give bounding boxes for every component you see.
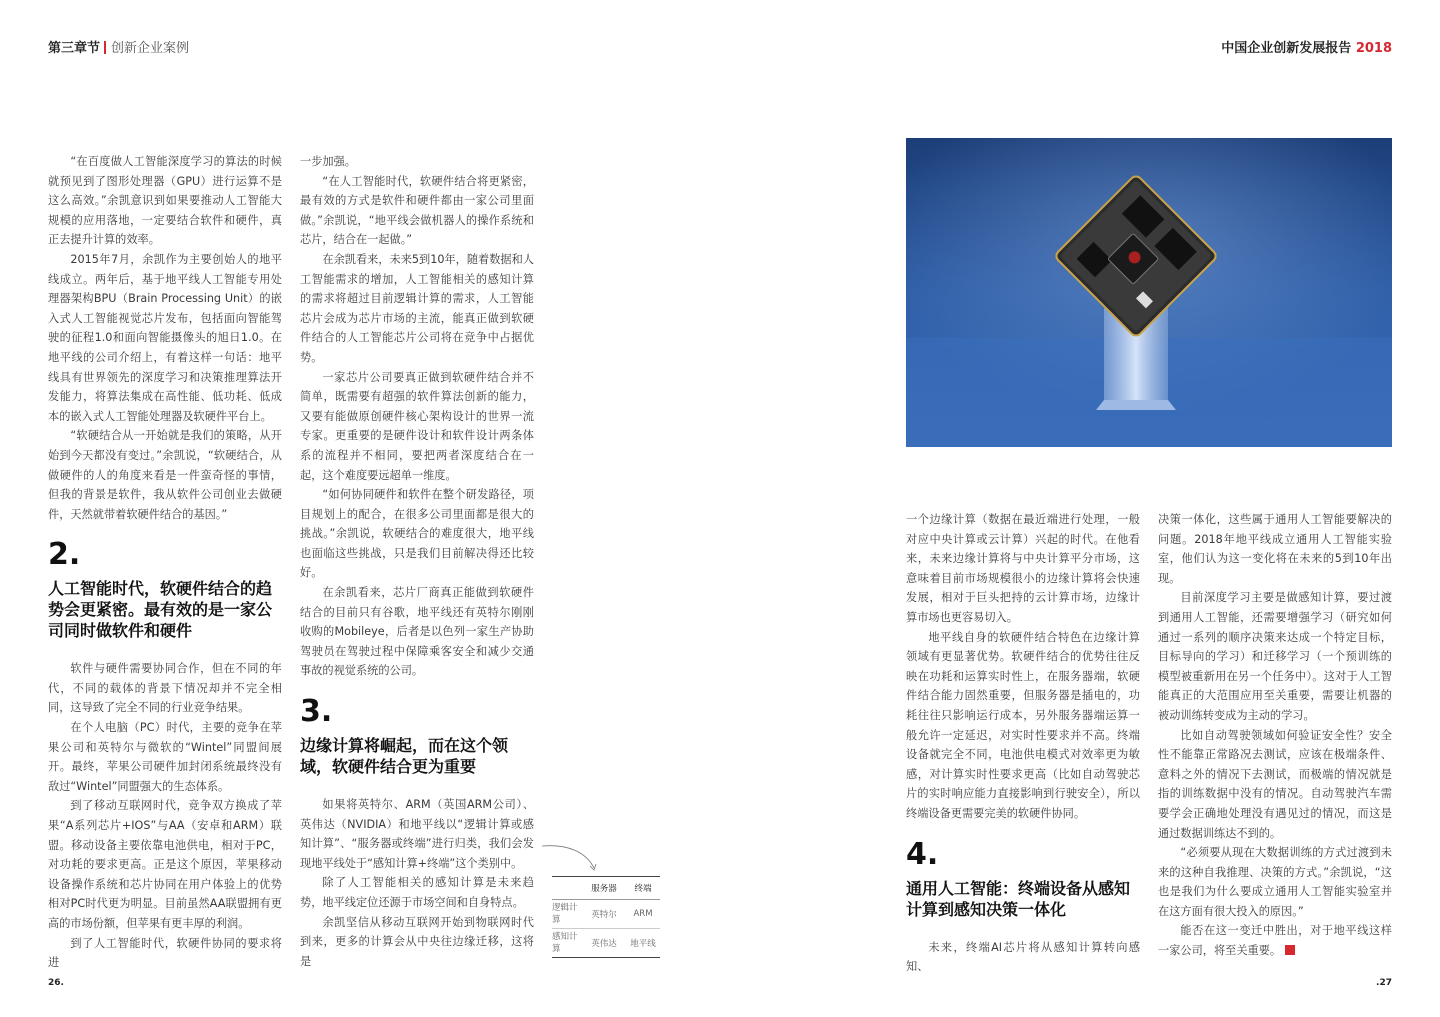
section-number-2: 2. xyxy=(48,537,81,573)
chip-photo xyxy=(906,138,1392,447)
running-header-left xyxy=(48,37,189,56)
report-title: 中国企业创新发展报告 xyxy=(1221,41,1352,56)
paragraph: “如何协同硬件和软件在整个研发路径，项目规划上的配合，在很多公司里面都是很大的挑战。”余凯说，软硬结合的难度很大，地平线也面临这些挑战，只是我们目前解决得还比较好。 xyxy=(300,488,534,580)
table-header-terminal: 终端 xyxy=(634,884,652,894)
paragraph: 在余凯看来，未来5到10年，随着数据和人工智能需求的增加，人工智能相关的感知计算的需求将超过目前逻辑计算的需求，人工智能芯片会成为芯片市场的主流，能真正做到软硬件结合的人工智能芯片公司将在竞争中占据优势。 xyxy=(300,252,534,364)
page-number-left: 26. xyxy=(48,978,64,988)
table-cell: 地平线 xyxy=(630,939,656,949)
paragraph: 在余凯看来，芯片厂商真正能做到软硬件结合的目前只有谷歌，地平线还有英特尔刚刚收购的Mobileye，后者是以色列一家生产协助驾驶员在驾驶过程中保障乘客安全和减少交通事故的视觉系统的公司。 xyxy=(300,586,534,678)
paragraph: 到了人工智能时代，软硬件协同的要求将进 xyxy=(48,936,282,970)
running-header-right xyxy=(1221,37,1392,56)
table-row xyxy=(552,900,660,929)
paragraph: 未来，终端AI芯片将从感知计算转向感知、 xyxy=(906,940,1140,974)
paragraph: “在百度做人工智能深度学习的算法的时候就预见到了图形处理器（GPU）进行运算不是这么高效。”余凯意识到如果要推动人工智能大规模的应用落地，一定要结合软件和硬件，真正去提升计算的效率。 xyxy=(48,155,282,247)
table-header-server: 服务器 xyxy=(591,884,617,894)
header-divider xyxy=(104,41,106,54)
paragraph: 2015年7月，余凯作为主要创始人的地平线成立。两年后，基于地平线人工智能专用处理器架构BPU（Brain Processing Unit）的嵌入式人工智能视觉芯片发布，包括面向智能驾驶的征程1.0和面向智能摄像头的旭日1.0。在地平线的公司介绍上，有着这样一句话：地平线具有世界领先的深度学习和决策推理算法开发能力，将算法集成在高性能、低功耗、低成本的嵌入式人工智能处理器及软硬件平台上。 xyxy=(48,252,282,423)
paragraph: 一个边缘计算（数据在最近端进行处理，一般对应中央计算或云计算）兴起的时代。在他看来，未来边缘计算将与中央计算平分市场，这意味着目前市场规模很小的边缘计算将会快速发展，相对于巨头把持的云计算市场，边缘计算市场也更容易切入。 xyxy=(906,513,1140,624)
paragraph: 如果将英特尔、ARM（英国ARM公司）、英伟达（NVIDIA）和地平线以“逻辑计算或感知计算”、“服务器或终端”进行归类，我们会发现地平线处于“感知计算+终端”这个类别中。 xyxy=(300,798,534,870)
chip-board-image xyxy=(906,138,1392,447)
text-column-1 xyxy=(48,152,282,973)
chapter-subtitle: 创新企业案例 xyxy=(111,41,190,56)
paragraph: 一家芯片公司要真正做到软硬件结合并不简单，既需要有超强的软件算法创新的能力，又要有能做原创硬件核心架构设计的世界一流专家。更重要的是硬件设计和软件设计两条体系的流程并不相同，要把两者深度结合在一起，这个难度要远超单一维度。 xyxy=(300,370,534,482)
table-row-label: 逻辑计算 xyxy=(552,903,578,925)
paragraph: 地平线自身的软硬件结合特色在边缘计算领域有更显著优势。软硬件结合的优势往往反映在功耗和运算实时性上，在服务器端，软硬件结合能力固然重要，但服务器是插电的，功耗往往只影响运行成本，另外服务器端运算一般允许一定延迟，对实时性要求并不高。终端设备就完全不同，电池供电模式对效率更为敏感，对计算实时性要求更高（比如自动驾驶芯片的实时响应能力直接影响到行驶安全），所以终端设备更需要完美的软硬件协同。 xyxy=(906,630,1140,820)
paragraph: 除了人工智能相关的感知计算是未来趋势，地平线定位还源于市场空间和自身特点。 xyxy=(300,876,534,909)
table-cell: ARM xyxy=(633,909,653,919)
text-column-3 xyxy=(906,510,1140,977)
section-number-3: 3. xyxy=(300,694,333,730)
text-column-2 xyxy=(300,152,534,971)
section-number-4: 4. xyxy=(906,836,939,872)
table-row-label: 感知计算 xyxy=(552,932,578,954)
table-cell: 英特尔 xyxy=(591,910,617,920)
classification-table xyxy=(552,876,660,958)
paragraph: 一步加强。 xyxy=(300,155,356,168)
closing-text: 能否在这一变迁中胜出，对于地平线这样一家公司，将至关重要。 xyxy=(1158,924,1392,958)
chapter-label: 第三章节 xyxy=(48,41,101,56)
paragraph: 决策一体化，这些属于通用人工智能要解决的问题。2018年地平线成立通用人工智能实验室，他们认为这一变化将在未来的5到10年出现。 xyxy=(1158,513,1392,585)
table-row xyxy=(552,929,660,958)
text-column-4 xyxy=(1158,510,1392,961)
paragraph: 余凯坚信从移动互联网开始到物联网时代到来，更多的计算会从中央往边缘迁移，这将是 xyxy=(300,915,534,968)
paragraph: 软件与硬件需要协同合作，但在不同的年代，不同的载体的背景下情况却并不完全相同，这导致了完全不同的行业竞争结果。 xyxy=(48,662,282,715)
curved-arrow-icon xyxy=(540,842,604,878)
section-title-4: 通用人工智能：终端设备从感知计算到感知决策一体化 xyxy=(906,878,1131,919)
section-title-3: 边缘计算将崛起，而在这个领域，软硬件结合更为重要 xyxy=(300,736,509,777)
table-cell: 英伟达 xyxy=(591,939,617,949)
paragraph: 比如自动驾驶领域如何验证安全性？安全性不能靠正常路况去测试，应该在极端条件、意料之外的情况下去测试，而极端的情况就是指的训练数据中没有的情况。自动驾驶汽车需要学会正确地处理没有遇见过的情况，而这是通过数据训练达不到的。 xyxy=(1158,728,1392,840)
paragraph xyxy=(1158,921,1392,960)
section-title-2: 人工智能时代，软硬件结合的趋势会更紧密。最有效的是一家公司同时做软件和硬件 xyxy=(48,579,273,641)
end-mark-icon xyxy=(1285,945,1295,955)
paragraph: “必须要从现在大数据训练的方式过渡到未来的这种自我推理、决策的方式。”余凯说，“这也是我们为什么要成立通用人工智能实验室并在这方面有很大投入的原因。” xyxy=(1158,846,1392,918)
page-number-right: .27 xyxy=(1376,978,1392,988)
paragraph: 在个人电脑（PC）时代，主要的竞争在苹果公司和英特尔与微软的“Wintel”同盟间展开。最终，苹果公司硬件加封闭系统最终没有敌过“Wintel”同盟强大的生态体系。 xyxy=(48,721,282,793)
table-header-row xyxy=(552,876,660,900)
paragraph: 目前深度学习主要是做感知计算，要过渡到通用人工智能，还需要增强学习（研究如何通过一系列的顺序决策来达成一个特定目标，目标导向的学习）和迁移学习（一个预训练的模型被重新用在另一个任务中）。这对于人工智能真正的大范围应用至关重要，需要让机器的被动训练转变成为主动的学习。 xyxy=(1158,591,1392,722)
paragraph: “在人工智能时代，软硬件结合将更紧密，最有效的方式是软件和硬件都由一家公司里面做。”余凯说，“地平线会做机器人的操作系统和芯片，结合在一起做。” xyxy=(300,174,534,247)
paragraph: 到了移动互联网时代，竞争双方换成了苹果“A系列芯片+IOS”与AA（安卓和ARM）联盟。移动设备主要依靠电池供电，相对于PC，对功耗的要求更高。正是这个原因，苹果移动设备操作系统和芯片协同在用户体验上的优势相对PC时代更为明显。目前虽然AA联盟拥有更高的市场份额，但苹果有更丰厚的利润。 xyxy=(48,799,282,930)
paragraph: “软硬结合从一开始就是我们的策略，从开始到今天都没有变过。”余凯说，“软硬结合，从做硬件的人的角度来看是一件蛮奇怪的事情，但我的背景是软件，我从软件公司创业去做硬件，天然就带着软硬件结合的基因。” xyxy=(48,429,282,521)
report-year: 2018 xyxy=(1355,41,1392,56)
